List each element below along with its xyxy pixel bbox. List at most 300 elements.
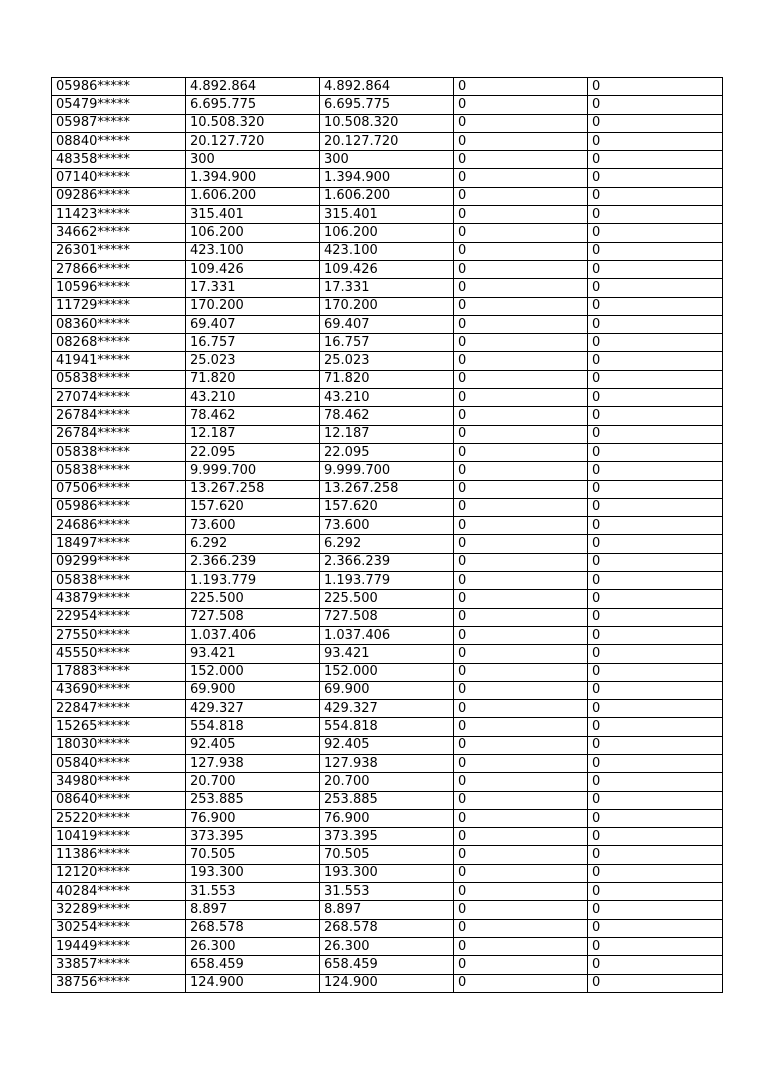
value-cell-4: 0 (588, 370, 723, 388)
amount-cell: 1.606.200 (186, 187, 320, 205)
value-cell-4: 0 (588, 791, 723, 809)
value-cell-3: 0 (454, 425, 588, 443)
table-row (52, 791, 723, 809)
table-row (52, 96, 723, 114)
value-cell-3: 0 (454, 206, 588, 224)
table-row (52, 443, 723, 461)
id-cell: 18497***** (52, 535, 186, 553)
table-row (52, 901, 723, 919)
amount-cell: 152.000 (186, 663, 320, 681)
amount-cell-2: 152.000 (320, 663, 454, 681)
table-row (52, 718, 723, 736)
amount-cell-2: 20.127.720 (320, 132, 454, 150)
table-row (52, 334, 723, 352)
table-row (52, 279, 723, 297)
data-table (51, 77, 723, 993)
table-row (52, 937, 723, 955)
amount-cell-2: 69.407 (320, 315, 454, 333)
value-cell-3: 0 (454, 809, 588, 827)
value-cell-4: 0 (588, 681, 723, 699)
value-cell-3: 0 (454, 937, 588, 955)
value-cell-4: 0 (588, 206, 723, 224)
amount-cell-2: 25.023 (320, 352, 454, 370)
value-cell-4: 0 (588, 608, 723, 626)
amount-cell-2: 554.818 (320, 718, 454, 736)
table-row (52, 132, 723, 150)
amount-cell-2: 6.292 (320, 535, 454, 553)
id-cell: 17883***** (52, 663, 186, 681)
table-row (52, 517, 723, 535)
table-row (52, 553, 723, 571)
value-cell-3: 0 (454, 498, 588, 516)
amount-cell-2: 22.095 (320, 443, 454, 461)
table-row (52, 389, 723, 407)
value-cell-4: 0 (588, 96, 723, 114)
amount-cell: 429.327 (186, 700, 320, 718)
id-cell: 05838***** (52, 572, 186, 590)
amount-cell: 10.508.320 (186, 114, 320, 132)
id-cell: 22954***** (52, 608, 186, 626)
amount-cell-2: 9.999.700 (320, 462, 454, 480)
table-row (52, 315, 723, 333)
table-row (52, 974, 723, 992)
id-cell: 27550***** (52, 626, 186, 644)
id-cell: 26784***** (52, 407, 186, 425)
value-cell-3: 0 (454, 535, 588, 553)
amount-cell-2: 109.426 (320, 260, 454, 278)
value-cell-4: 0 (588, 590, 723, 608)
amount-cell-2: 124.900 (320, 974, 454, 992)
value-cell-4: 0 (588, 535, 723, 553)
id-cell: 26301***** (52, 242, 186, 260)
amount-cell: 69.900 (186, 681, 320, 699)
value-cell-4: 0 (588, 352, 723, 370)
amount-cell-2: 423.100 (320, 242, 454, 260)
table-row (52, 352, 723, 370)
amount-cell: 1.037.406 (186, 626, 320, 644)
value-cell-3: 0 (454, 187, 588, 205)
value-cell-3: 0 (454, 96, 588, 114)
value-cell-3: 0 (454, 791, 588, 809)
amount-cell: 93.421 (186, 645, 320, 663)
amount-cell-2: 373.395 (320, 828, 454, 846)
amount-cell: 1.193.779 (186, 572, 320, 590)
value-cell-4: 0 (588, 78, 723, 96)
id-cell: 08360***** (52, 315, 186, 333)
id-cell: 05838***** (52, 462, 186, 480)
value-cell-3: 0 (454, 883, 588, 901)
amount-cell-2: 12.187 (320, 425, 454, 443)
amount-cell-2: 20.700 (320, 773, 454, 791)
value-cell-4: 0 (588, 956, 723, 974)
amount-cell: 193.300 (186, 864, 320, 882)
amount-cell: 17.331 (186, 279, 320, 297)
id-cell: 25220***** (52, 809, 186, 827)
amount-cell: 554.818 (186, 718, 320, 736)
value-cell-3: 0 (454, 572, 588, 590)
table-body (52, 78, 723, 993)
amount-cell: 69.407 (186, 315, 320, 333)
value-cell-3: 0 (454, 663, 588, 681)
value-cell-4: 0 (588, 919, 723, 937)
value-cell-4: 0 (588, 151, 723, 169)
value-cell-3: 0 (454, 279, 588, 297)
amount-cell: 127.938 (186, 754, 320, 772)
amount-cell: 6.292 (186, 535, 320, 553)
id-cell: 08640***** (52, 791, 186, 809)
id-cell: 15265***** (52, 718, 186, 736)
table-row (52, 535, 723, 553)
id-cell: 32289***** (52, 901, 186, 919)
value-cell-4: 0 (588, 974, 723, 992)
value-cell-3: 0 (454, 846, 588, 864)
amount-cell: 727.508 (186, 608, 320, 626)
id-cell: 05838***** (52, 443, 186, 461)
id-cell: 38756***** (52, 974, 186, 992)
id-cell: 10596***** (52, 279, 186, 297)
value-cell-3: 0 (454, 132, 588, 150)
amount-cell: 26.300 (186, 937, 320, 955)
value-cell-4: 0 (588, 553, 723, 571)
table-row (52, 736, 723, 754)
amount-cell: 315.401 (186, 206, 320, 224)
amount-cell-2: 727.508 (320, 608, 454, 626)
value-cell-4: 0 (588, 279, 723, 297)
id-cell: 07140***** (52, 169, 186, 187)
amount-cell-2: 8.897 (320, 901, 454, 919)
id-cell: 27866***** (52, 260, 186, 278)
value-cell-4: 0 (588, 407, 723, 425)
table-row (52, 206, 723, 224)
table-row (52, 919, 723, 937)
amount-cell-2: 71.820 (320, 370, 454, 388)
id-cell: 09286***** (52, 187, 186, 205)
table-row (52, 480, 723, 498)
amount-cell-2: 69.900 (320, 681, 454, 699)
amount-cell: 92.405 (186, 736, 320, 754)
value-cell-4: 0 (588, 132, 723, 150)
value-cell-4: 0 (588, 700, 723, 718)
amount-cell-2: 1.193.779 (320, 572, 454, 590)
value-cell-3: 0 (454, 370, 588, 388)
amount-cell: 13.267.258 (186, 480, 320, 498)
table-row (52, 407, 723, 425)
amount-cell: 300 (186, 151, 320, 169)
amount-cell-2: 16.757 (320, 334, 454, 352)
value-cell-4: 0 (588, 754, 723, 772)
amount-cell: 170.200 (186, 297, 320, 315)
id-cell: 34662***** (52, 224, 186, 242)
amount-cell-2: 658.459 (320, 956, 454, 974)
value-cell-4: 0 (588, 224, 723, 242)
value-cell-3: 0 (454, 626, 588, 644)
amount-cell-2: 13.267.258 (320, 480, 454, 498)
id-cell: 05987***** (52, 114, 186, 132)
table-row (52, 864, 723, 882)
value-cell-3: 0 (454, 919, 588, 937)
id-cell: 45550***** (52, 645, 186, 663)
value-cell-4: 0 (588, 242, 723, 260)
amount-cell: 76.900 (186, 809, 320, 827)
amount-cell: 6.695.775 (186, 96, 320, 114)
value-cell-4: 0 (588, 297, 723, 315)
value-cell-3: 0 (454, 389, 588, 407)
id-cell: 26784***** (52, 425, 186, 443)
table-row (52, 114, 723, 132)
amount-cell-2: 1.394.900 (320, 169, 454, 187)
amount-cell: 658.459 (186, 956, 320, 974)
id-cell: 05986***** (52, 78, 186, 96)
amount-cell-2: 127.938 (320, 754, 454, 772)
value-cell-3: 0 (454, 260, 588, 278)
amount-cell: 70.505 (186, 846, 320, 864)
value-cell-3: 0 (454, 352, 588, 370)
amount-cell: 22.095 (186, 443, 320, 461)
value-cell-4: 0 (588, 883, 723, 901)
value-cell-4: 0 (588, 773, 723, 791)
amount-cell: 8.897 (186, 901, 320, 919)
table-row (52, 608, 723, 626)
amount-cell-2: 10.508.320 (320, 114, 454, 132)
table-row (52, 370, 723, 388)
table-row (52, 187, 723, 205)
value-cell-3: 0 (454, 169, 588, 187)
table-row (52, 773, 723, 791)
amount-cell: 373.395 (186, 828, 320, 846)
id-cell: 05986***** (52, 498, 186, 516)
amount-cell-2: 1.606.200 (320, 187, 454, 205)
value-cell-3: 0 (454, 334, 588, 352)
value-cell-3: 0 (454, 956, 588, 974)
amount-cell: 124.900 (186, 974, 320, 992)
value-cell-4: 0 (588, 480, 723, 498)
value-cell-3: 0 (454, 608, 588, 626)
value-cell-3: 0 (454, 151, 588, 169)
id-cell: 48358***** (52, 151, 186, 169)
id-cell: 22847***** (52, 700, 186, 718)
amount-cell: 12.187 (186, 425, 320, 443)
table-row (52, 828, 723, 846)
value-cell-4: 0 (588, 572, 723, 590)
value-cell-3: 0 (454, 901, 588, 919)
table-row (52, 754, 723, 772)
id-cell: 43690***** (52, 681, 186, 699)
amount-cell: 109.426 (186, 260, 320, 278)
id-cell: 19449***** (52, 937, 186, 955)
amount-cell-2: 4.892.864 (320, 78, 454, 96)
value-cell-4: 0 (588, 718, 723, 736)
table-row (52, 224, 723, 242)
amount-cell: 2.366.239 (186, 553, 320, 571)
value-cell-3: 0 (454, 480, 588, 498)
value-cell-3: 0 (454, 462, 588, 480)
value-cell-4: 0 (588, 334, 723, 352)
value-cell-3: 0 (454, 974, 588, 992)
amount-cell-2: 31.553 (320, 883, 454, 901)
amount-cell-2: 157.620 (320, 498, 454, 516)
id-cell: 07506***** (52, 480, 186, 498)
amount-cell: 25.023 (186, 352, 320, 370)
value-cell-4: 0 (588, 462, 723, 480)
table-row (52, 590, 723, 608)
value-cell-3: 0 (454, 407, 588, 425)
value-cell-4: 0 (588, 828, 723, 846)
id-cell: 27074***** (52, 389, 186, 407)
value-cell-4: 0 (588, 389, 723, 407)
value-cell-3: 0 (454, 645, 588, 663)
table-row (52, 297, 723, 315)
amount-cell: 78.462 (186, 407, 320, 425)
id-cell: 11729***** (52, 297, 186, 315)
table-row (52, 645, 723, 663)
value-cell-4: 0 (588, 645, 723, 663)
id-cell: 09299***** (52, 553, 186, 571)
value-cell-3: 0 (454, 315, 588, 333)
amount-cell-2: 17.331 (320, 279, 454, 297)
value-cell-4: 0 (588, 809, 723, 827)
table-row (52, 151, 723, 169)
value-cell-3: 0 (454, 590, 588, 608)
id-cell: 40284***** (52, 883, 186, 901)
id-cell: 05840***** (52, 754, 186, 772)
table-row (52, 425, 723, 443)
amount-cell: 31.553 (186, 883, 320, 901)
value-cell-3: 0 (454, 443, 588, 461)
value-cell-4: 0 (588, 901, 723, 919)
amount-cell-2: 193.300 (320, 864, 454, 882)
value-cell-3: 0 (454, 681, 588, 699)
amount-cell-2: 76.900 (320, 809, 454, 827)
id-cell: 10419***** (52, 828, 186, 846)
table-row (52, 242, 723, 260)
value-cell-3: 0 (454, 297, 588, 315)
id-cell: 08268***** (52, 334, 186, 352)
amount-cell-2: 253.885 (320, 791, 454, 809)
amount-cell: 423.100 (186, 242, 320, 260)
amount-cell: 71.820 (186, 370, 320, 388)
value-cell-4: 0 (588, 937, 723, 955)
value-cell-3: 0 (454, 242, 588, 260)
value-cell-4: 0 (588, 498, 723, 516)
amount-cell: 106.200 (186, 224, 320, 242)
table-row (52, 681, 723, 699)
table-row (52, 169, 723, 187)
value-cell-4: 0 (588, 864, 723, 882)
value-cell-3: 0 (454, 700, 588, 718)
id-cell: 43879***** (52, 590, 186, 608)
amount-cell-2: 315.401 (320, 206, 454, 224)
value-cell-4: 0 (588, 315, 723, 333)
id-cell: 24686***** (52, 517, 186, 535)
value-cell-3: 0 (454, 773, 588, 791)
value-cell-3: 0 (454, 517, 588, 535)
value-cell-4: 0 (588, 187, 723, 205)
amount-cell-2: 106.200 (320, 224, 454, 242)
value-cell-4: 0 (588, 663, 723, 681)
amount-cell: 225.500 (186, 590, 320, 608)
amount-cell-2: 70.505 (320, 846, 454, 864)
amount-cell: 20.700 (186, 773, 320, 791)
id-cell: 05479***** (52, 96, 186, 114)
value-cell-4: 0 (588, 425, 723, 443)
value-cell-3: 0 (454, 864, 588, 882)
id-cell: 41941***** (52, 352, 186, 370)
value-cell-3: 0 (454, 114, 588, 132)
table-row (52, 462, 723, 480)
amount-cell-2: 429.327 (320, 700, 454, 718)
value-cell-3: 0 (454, 78, 588, 96)
id-cell: 12120***** (52, 864, 186, 882)
table-row (52, 78, 723, 96)
value-cell-3: 0 (454, 224, 588, 242)
amount-cell: 157.620 (186, 498, 320, 516)
amount-cell-2: 93.421 (320, 645, 454, 663)
table-row (52, 260, 723, 278)
value-cell-3: 0 (454, 718, 588, 736)
amount-cell-2: 6.695.775 (320, 96, 454, 114)
table-row (52, 809, 723, 827)
value-cell-4: 0 (588, 626, 723, 644)
amount-cell-2: 300 (320, 151, 454, 169)
id-cell: 11423***** (52, 206, 186, 224)
amount-cell-2: 225.500 (320, 590, 454, 608)
id-cell: 18030***** (52, 736, 186, 754)
amount-cell: 268.578 (186, 919, 320, 937)
amount-cell: 1.394.900 (186, 169, 320, 187)
amount-cell-2: 73.600 (320, 517, 454, 535)
amount-cell-2: 92.405 (320, 736, 454, 754)
amount-cell-2: 78.462 (320, 407, 454, 425)
value-cell-4: 0 (588, 443, 723, 461)
value-cell-3: 0 (454, 553, 588, 571)
amount-cell-2: 26.300 (320, 937, 454, 955)
id-cell: 08840***** (52, 132, 186, 150)
value-cell-4: 0 (588, 169, 723, 187)
value-cell-3: 0 (454, 754, 588, 772)
amount-cell: 9.999.700 (186, 462, 320, 480)
value-cell-3: 0 (454, 828, 588, 846)
id-cell: 30254***** (52, 919, 186, 937)
amount-cell: 16.757 (186, 334, 320, 352)
amount-cell: 43.210 (186, 389, 320, 407)
value-cell-4: 0 (588, 114, 723, 132)
value-cell-4: 0 (588, 846, 723, 864)
amount-cell: 4.892.864 (186, 78, 320, 96)
amount-cell-2: 170.200 (320, 297, 454, 315)
amount-cell-2: 268.578 (320, 919, 454, 937)
table-row (52, 498, 723, 516)
amount-cell-2: 43.210 (320, 389, 454, 407)
value-cell-3: 0 (454, 736, 588, 754)
table-row (52, 572, 723, 590)
table-row (52, 626, 723, 644)
value-cell-4: 0 (588, 517, 723, 535)
id-cell: 11386***** (52, 846, 186, 864)
value-cell-4: 0 (588, 736, 723, 754)
amount-cell: 20.127.720 (186, 132, 320, 150)
amount-cell: 73.600 (186, 517, 320, 535)
amount-cell-2: 1.037.406 (320, 626, 454, 644)
table-row (52, 700, 723, 718)
table-row (52, 846, 723, 864)
table-row (52, 663, 723, 681)
id-cell: 33857***** (52, 956, 186, 974)
amount-cell-2: 2.366.239 (320, 553, 454, 571)
amount-cell: 253.885 (186, 791, 320, 809)
id-cell: 05838***** (52, 370, 186, 388)
id-cell: 34980***** (52, 773, 186, 791)
table-row (52, 883, 723, 901)
